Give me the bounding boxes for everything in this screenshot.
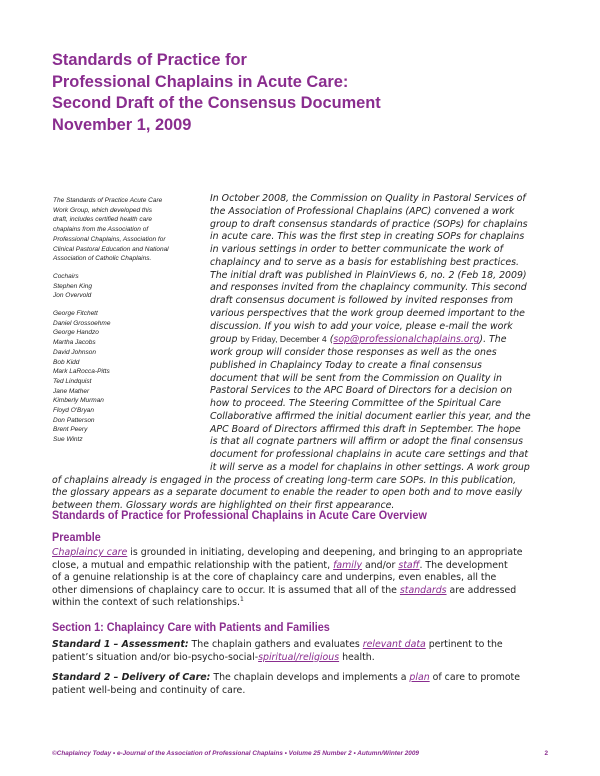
intro-line: of chaplains already is engaged in the process of creating long-term care SOPs. In this publication, — [52, 474, 517, 486]
standard-label: Standard 2 – Delivery of Care: — [52, 672, 211, 683]
intro-line: group to draft consensus standards of practice (SOPs) for chaplains — [210, 218, 528, 230]
glossary-term[interactable]: spiritual/religious — [258, 651, 340, 663]
body-text-fragment: close, a mutual and empathic relationship with the patient, — [52, 559, 334, 571]
body-text-fragment: pertinent to the — [425, 639, 503, 650]
intro-line: is that all cognate partners will affirm or adopt the final consensus — [210, 436, 524, 448]
overview-heading: Standards of Practice for Professional Chaplains in Acute Care Overview — [52, 508, 427, 522]
body-text-fragment: other dimensions of chaplaincy care to occur. It is assumed that all of the — [52, 584, 400, 596]
member-name: Mark LaRocca-Pitts — [53, 368, 110, 376]
sidebar-intro-line: Work Group, which developed this — [53, 206, 152, 214]
intro-line: the glossary appears as a separate document to enable the reader to open both and to move easily — [52, 487, 523, 499]
sidebar-intro-line: Clinical Pastoral Education and National — [53, 245, 169, 253]
preamble-line — [52, 547, 552, 560]
intro-line: various perspectives that the work group deemed important to the — [210, 307, 525, 319]
title-line: November 1, 2009 — [52, 115, 192, 134]
deadline-date: by Friday, December 4 — [240, 334, 327, 345]
intro-line: document for professional chaplains in acute care settings and that — [210, 449, 529, 460]
cochair-name: Stephen King — [53, 282, 93, 290]
title-line: Standards of Practice for — [52, 51, 247, 69]
intro-text-fragment: group — [210, 334, 241, 346]
preamble-paragraph — [52, 547, 552, 610]
footer-text: ©Chaplaincy Today • e-Journal of the Association of Professional Chaplains • Volume 25 Number 2 • Autumn/Winter 2009 — [52, 750, 419, 757]
sidebar-intro-line: Professional Chaplains, Association for — [53, 235, 166, 243]
intro-line: it will serve as a model for chaplains in other settings. A work group — [210, 461, 530, 473]
sidebar-intro-line: The Standards of Practice Acute Care — [53, 197, 163, 204]
member-name: George Fitchett — [53, 310, 98, 318]
intro-line: chaplaincy and to serve as a basis for establishing best practices. — [210, 256, 520, 268]
body-text-fragment: The chaplain develops and implements a — [210, 672, 410, 683]
page-footer — [52, 750, 548, 757]
body-text-fragment: and/or — [362, 559, 399, 571]
intro-line — [52, 333, 550, 347]
member-name: Ted Lindquist — [53, 377, 92, 385]
intro-line: between them. Glossary words are highlighted on their first appearance. — [52, 500, 395, 511]
body-text-fragment: patient’s situation and/or bio-psycho-social- — [52, 651, 259, 663]
intro-line: in various settings in order to better communicate the work of — [210, 244, 503, 255]
cochair-name: Jon Overvold — [53, 292, 92, 300]
cochairs-label: Cochairs — [53, 272, 79, 280]
title-line: Second Draft of the Consensus Document — [52, 94, 381, 112]
member-name: Floyd O'Bryan — [53, 407, 94, 415]
member-name: George Handzo — [53, 329, 99, 337]
glossary-term[interactable]: family — [333, 559, 363, 571]
intro-line: discussion. If you wish to add your voice, please e-mail the work — [210, 320, 513, 332]
glossary-term[interactable]: relevant data — [362, 639, 426, 650]
intro-paragraph — [52, 193, 550, 513]
body-text-fragment: The chaplain gathers and evaluates — [188, 639, 363, 650]
sidebar-intro-line: Association of Catholic Chaplains. — [53, 255, 152, 263]
document-title — [52, 50, 552, 136]
standard-line: patient well-being and continuity of care. — [52, 684, 246, 696]
intro-line: Pastoral Services to the APC Board of Directors for a decision on — [210, 385, 513, 397]
preamble-line — [52, 560, 552, 573]
sidebar-intro-line: chaplains from the Association of — [53, 226, 149, 234]
section1-heading: Section 1: Chaplaincy Care with Patients and Families — [52, 620, 330, 634]
member-name: Bob Kidd — [53, 358, 80, 366]
email-link[interactable]: sop@professionalchaplains.org — [333, 334, 480, 346]
intro-line: In October 2008, the Commission on Quality in Pastoral Services of — [210, 193, 526, 204]
member-name: David Johnson — [53, 348, 96, 356]
body-text-fragment: is grounded in initiating, developing and deepening, and bringing to an appropriate — [127, 547, 523, 558]
standard-label: Standard 1 – Assessment: — [52, 639, 189, 650]
intro-text-fragment: ( — [326, 334, 334, 346]
intro-text-fragment: ). The — [479, 334, 507, 346]
standard-line — [52, 652, 552, 665]
intro-line: the Association of Professional Chaplains (APC) convened a work — [210, 205, 515, 217]
intro-line: document that will be sent from the Commission on Quality in — [210, 372, 502, 384]
intro-line: draft consensus document is followed by invited responses from — [210, 295, 513, 306]
body-text-fragment: within the context of such relationships. — [52, 597, 240, 609]
intro-line: The initial draft was published in PlainViews 6, no. 2 (Feb 18, 2009) — [210, 269, 527, 281]
glossary-term[interactable]: staff — [398, 559, 420, 571]
glossary-term[interactable]: plan — [409, 672, 430, 683]
member-name: Martha Jacobs — [53, 339, 96, 347]
standard-2 — [52, 672, 552, 697]
body-text-fragment: health. — [339, 651, 375, 663]
preamble-line: of a genuine relationship is at the core of chaplaincy care and underpins, even enables, all the — [52, 572, 497, 584]
member-name: Kimberly Murman — [53, 397, 104, 405]
glossary-term[interactable]: standards — [399, 584, 447, 596]
intro-line: published in Chaplaincy Today to create a final consensus — [210, 359, 482, 371]
body-text-fragment: are addressed — [446, 584, 517, 596]
standard-line — [52, 639, 552, 652]
intro-line: Collaborative affirmed the initial document earlier this year, and the — [210, 410, 531, 422]
preamble-line — [52, 585, 552, 598]
title-line: Professional Chaplains in Acute Care: — [52, 72, 349, 91]
intro-line: and responses invited from the chaplaincy community. This second — [210, 282, 527, 294]
member-name: Brent Peery — [53, 426, 88, 434]
intro-line: how to proceed. The Steering Committee of the Spiritual Care — [210, 398, 501, 409]
member-name: Sue Wintz — [53, 436, 83, 444]
sidebar-intro-line: draft, includes certified health care — [53, 216, 152, 224]
standard-line — [52, 672, 552, 685]
body-text-fragment: . The development — [419, 559, 508, 571]
standard-1 — [52, 639, 552, 664]
body-text-fragment: of care to promote — [429, 672, 521, 683]
footnote-marker[interactable]: 1 — [240, 596, 244, 604]
member-name: Jane Mather — [53, 387, 90, 395]
member-name: Daniel Grossoehme — [53, 319, 111, 327]
member-name: Don Patterson — [53, 416, 95, 424]
preamble-heading: Preamble — [52, 530, 101, 544]
glossary-term[interactable]: Chaplaincy care — [52, 547, 128, 558]
preamble-line — [52, 597, 552, 610]
intro-line: in acute care. This was the first step in creating SOPs for chaplains — [210, 231, 525, 243]
page-number: 2 — [544, 750, 548, 757]
intro-line: APC Board of Directors affirmed this draft in September. The hope — [210, 423, 521, 435]
intro-line: work group will consider those responses as well as the ones — [210, 347, 497, 358]
